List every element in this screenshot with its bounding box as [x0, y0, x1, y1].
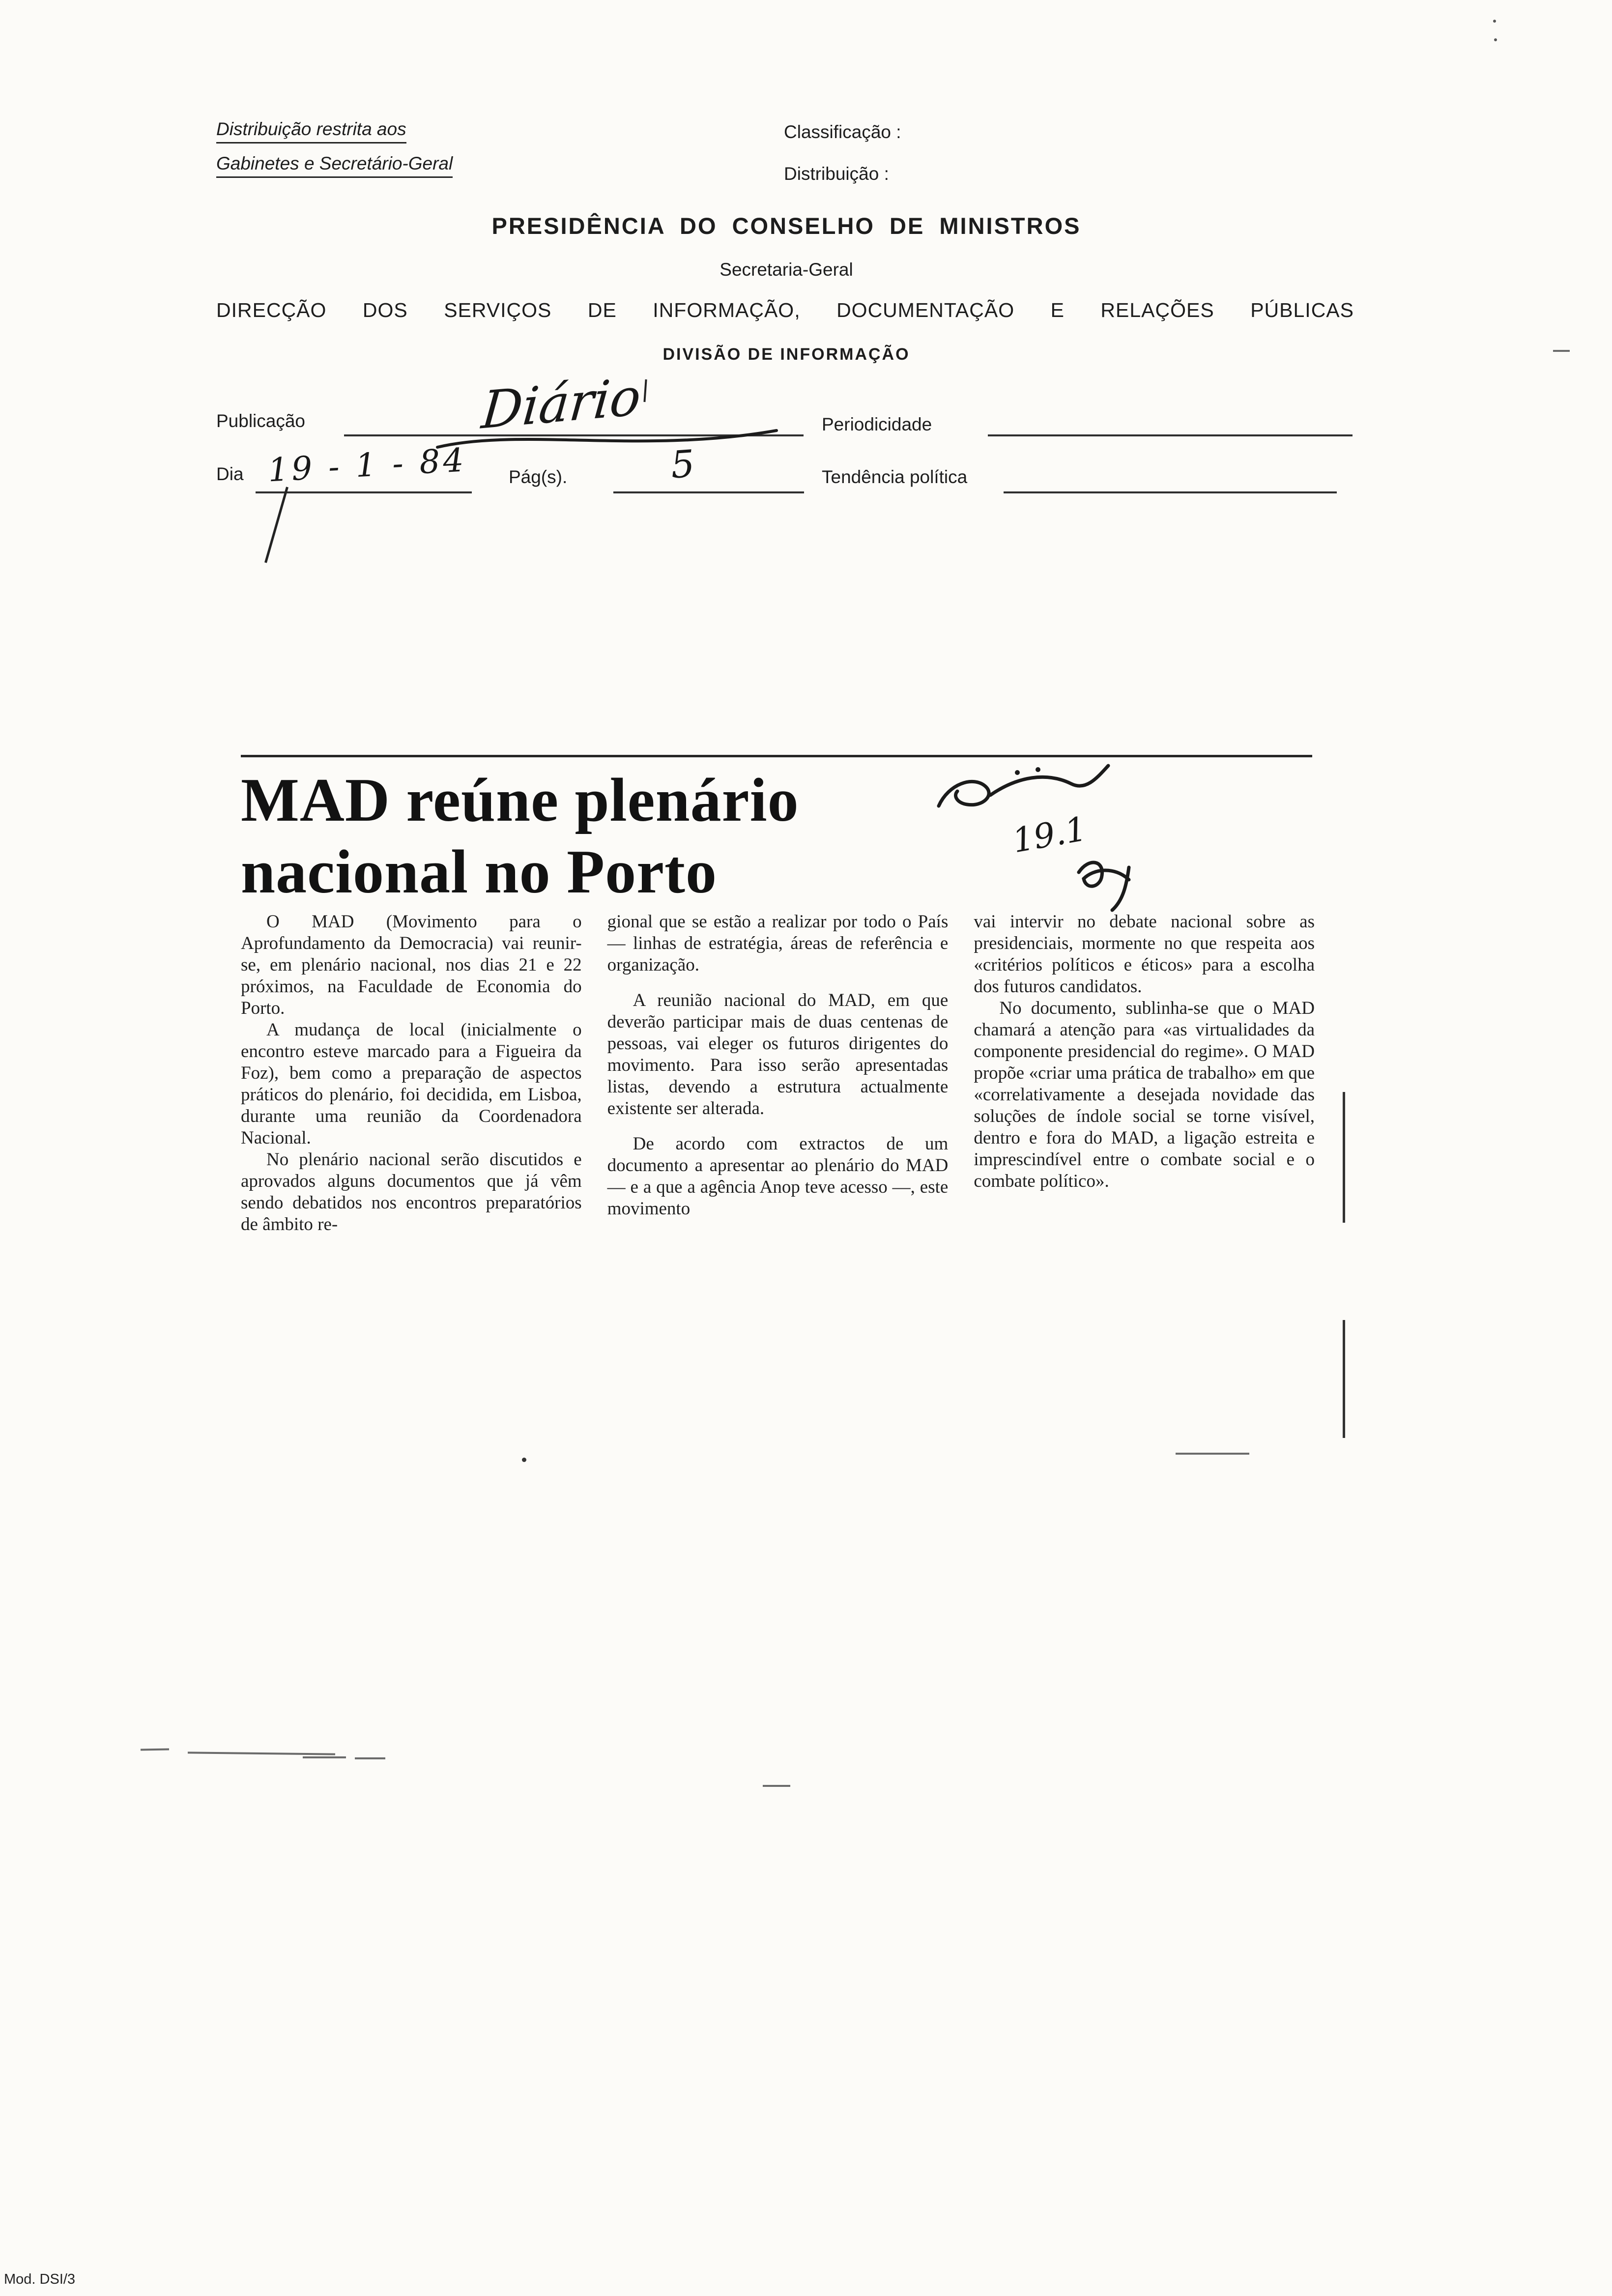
article-body: [241, 911, 1315, 1235]
article-column-1: [241, 911, 582, 1235]
scan-artifact-dash: [355, 1757, 385, 1759]
divisao-line: DIVISÃO DE INFORMAÇÃO: [662, 345, 910, 364]
publicacao-handwritten-value: Diário: [479, 366, 644, 441]
paragraph: vai intervir no debate nacional sobre as presidenciais, mormente no que respeita aos «critérios políticos e éticos» para a escolha dos futuros candidatos.: [974, 912, 1315, 997]
dia-field-line: [256, 491, 472, 493]
periodicidade-label: Periodicidade: [822, 414, 932, 434]
restricted-note-line2: Gabinetes e Secretário-Geral: [216, 154, 453, 178]
headline-line1: MAD reúne plenário: [241, 766, 799, 834]
headline-line2: nacional no Porto: [241, 838, 718, 906]
handwriting-flourish: [432, 424, 786, 458]
dia-label: Dia: [216, 464, 244, 484]
paragraph: A reunião nacional do MAD, em que deverão participar mais de duas centenas de pessoas, vai eleger os futuros dirigentes do movimento. Para isso serão apresentadas listas, devendo a estrutura actualmente existente ser alterada.: [607, 990, 949, 1119]
paragraph: De acordo com extractos de um documento a apresentar ao plenário do MAD — e a que a agência Anop teve acesso —, este movimento: [607, 1134, 949, 1219]
article-column-2: [607, 911, 949, 1235]
periodicidade-field-line: [988, 434, 1353, 436]
scan-artifact-dot: [522, 1458, 526, 1462]
scan-artifact-dot: [1493, 20, 1496, 23]
paragraph: gional que se estão a realizar por todo o País — linhas de estratégia, áreas de referência e organização.: [607, 912, 949, 975]
scan-artifact-dash: [1553, 350, 1570, 352]
annotation-handwritten-date: 19.1: [1009, 809, 1090, 861]
restricted-note-line1: Distribuição restrita aos: [216, 120, 406, 144]
dia-handwritten-value: 19 - 1 - 84: [267, 441, 468, 489]
handwritten-tick-mark: [643, 379, 647, 402]
distribuicao-label: Distribuição :: [784, 164, 889, 184]
paragraph: No documento, sublinha-se que o MAD chamará a atenção para «as virtualidades da componente presidencial do regime». O MAD propõe «criar uma prática de trabalho» em que «correlativamente a desejada novidade das soluções de índole social se torne visível, dentro e fora do MAD, a ligação estreita e imprescindível entre o combate social e o combate político».: [974, 998, 1315, 1191]
scan-artifact-dash: [141, 1748, 169, 1751]
scan-artifact-dot: [1494, 38, 1497, 41]
tendencia-label: Tendência política: [822, 467, 968, 487]
classification-block: [784, 123, 901, 206]
pags-field-line: [613, 491, 804, 493]
paragraph: A mudança de local (inicialmente o encontro esteve marcado para a Figueira da Foz), bem como a preparação de aspectos práticos do plenário, foi decidida, em Lisboa, durante uma reunião da Coordenadora Nacional.: [241, 1020, 582, 1148]
margin-emphasis-mark: [1343, 1092, 1345, 1223]
margin-emphasis-mark: [1343, 1320, 1345, 1438]
org-title: PRESIDÊNCIA DO CONSELHO DE MINISTROS: [491, 213, 1081, 239]
publicacao-label: Publicação: [216, 411, 306, 431]
handwritten-slash-mark: [264, 487, 288, 563]
paragraph: O MAD (Movimento para o Aprofundamento da Democracia) vai reunir-se, em plenário nacional, nos dias 21 e 22 próximos, na Faculdade de Economia do Porto.: [241, 912, 582, 1018]
form-model-label: Mod. DSI/3: [4, 2271, 76, 2287]
tendencia-field-line: [1004, 491, 1337, 493]
scan-artifact-dash: [1176, 1453, 1249, 1455]
restricted-distribution-note: [216, 120, 453, 189]
article-headline: [241, 765, 799, 908]
scan-artifact-dash: [188, 1751, 335, 1755]
direccao-line: DIRECÇÃO DOS SERVIÇOS DE INFORMAÇÃO, DOCUMENTAÇÃO E RELAÇÕES PÚBLICAS: [216, 299, 1354, 321]
org-subtitle: Secretaria-Geral: [720, 259, 853, 280]
scan-artifact-dash: [763, 1785, 790, 1787]
scan-artifact-dash: [303, 1756, 346, 1758]
pags-handwritten-value: 5: [669, 441, 696, 487]
article-column-3: [974, 911, 1315, 1235]
paragraph: No plenário nacional serão discutidos e aprovados alguns documentos que já vêm sendo debatidos nos encontros preparatórios de âmbito re-: [241, 1149, 582, 1234]
pags-label: Pág(s).: [509, 467, 568, 487]
classificacao-label: Classificação :: [784, 122, 901, 142]
